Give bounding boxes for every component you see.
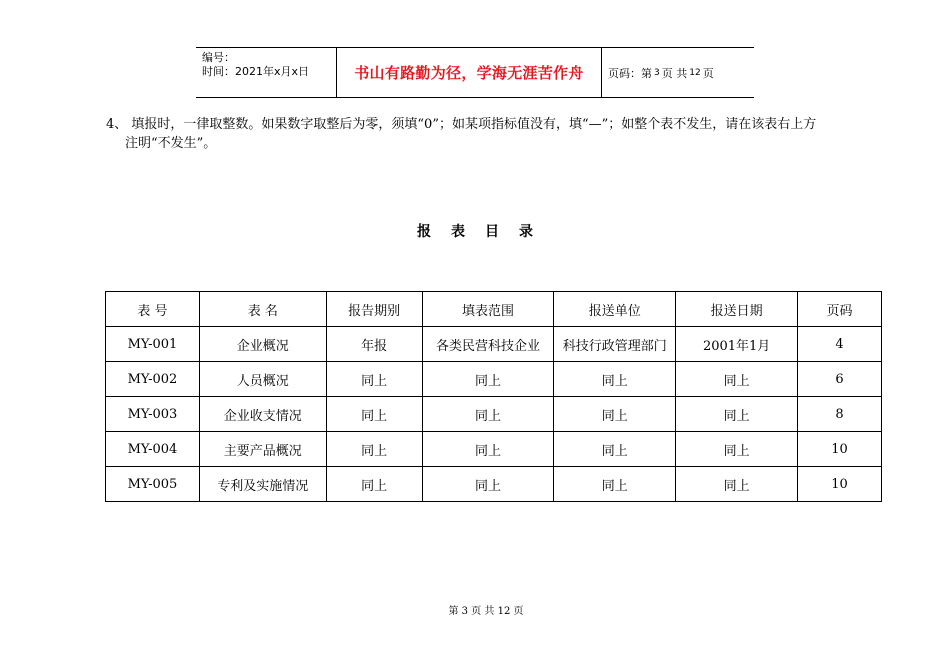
table-cell: 同上 <box>676 467 798 502</box>
table-cell: 科技行政管理部门 <box>554 327 676 362</box>
table-cell: 年报 <box>326 327 422 362</box>
table-cell: 同上 <box>676 362 798 397</box>
header-motto: 书山有路勤为径，学海无涯苦作舟 <box>337 48 602 97</box>
note-line-1: 4、 填报时，一律取整数。如果数字取整后为零，须填“0”；如某项指标值没有，填“—”；如整个表不发生，请在该表右上方 <box>106 117 817 132</box>
table-cell: 同上 <box>422 432 554 467</box>
page-header <box>196 47 754 98</box>
table-cell: MY-001 <box>106 327 200 362</box>
table-cell: 4 <box>798 327 882 362</box>
column-header: 表 名 <box>199 292 326 327</box>
table-cell: 人员概况 <box>199 362 326 397</box>
table-cell: 同上 <box>326 467 422 502</box>
table-cell: 10 <box>798 467 882 502</box>
table-cell: 同上 <box>326 362 422 397</box>
document-time-label: 时间：2021年x月x日 <box>202 65 310 78</box>
table-cell: 同上 <box>326 432 422 467</box>
table-row <box>106 397 882 432</box>
column-header: 页码 <box>798 292 882 327</box>
table-row <box>106 467 882 502</box>
table-cell: 8 <box>798 397 882 432</box>
table-cell: 同上 <box>554 467 676 502</box>
page-middle: 页 共 <box>661 66 688 80</box>
table-row <box>106 362 882 397</box>
table-cell: 同上 <box>422 362 554 397</box>
table-row <box>106 432 882 467</box>
column-header: 填表范围 <box>422 292 554 327</box>
table-cell: 同上 <box>422 397 554 432</box>
table-cell: 各类民营科技企业 <box>422 327 554 362</box>
table-cell: 专利及实施情况 <box>199 467 326 502</box>
table-cell: MY-005 <box>106 467 200 502</box>
table-cell: 2001年1月 <box>676 327 798 362</box>
table-cell: 同上 <box>676 432 798 467</box>
table-cell: 同上 <box>422 467 554 502</box>
document-number-label: 编号： <box>202 51 235 64</box>
report-catalog-table <box>105 291 882 502</box>
column-header: 报送单位 <box>554 292 676 327</box>
page-total: 12 <box>689 67 701 78</box>
table-cell: 同上 <box>326 397 422 432</box>
table-cell: 同上 <box>676 397 798 432</box>
table-cell: 同上 <box>554 432 676 467</box>
column-header: 表 号 <box>106 292 200 327</box>
table-cell: 企业概况 <box>199 327 326 362</box>
table-cell: MY-004 <box>106 432 200 467</box>
table-body <box>106 327 882 502</box>
page-footer: 第 3 页 共 12 页 <box>448 606 524 617</box>
table-header-row <box>106 292 882 327</box>
page-current: 3 <box>654 67 660 78</box>
table-cell: 6 <box>798 362 882 397</box>
instruction-note <box>106 115 886 153</box>
column-header: 报送日期 <box>676 292 798 327</box>
note-line-2: 注明“不发生”。 <box>125 136 217 151</box>
table-cell: 10 <box>798 432 882 467</box>
page-prefix: 页码：第 <box>608 66 652 80</box>
table-cell: MY-003 <box>106 397 200 432</box>
header-page-info <box>602 48 754 97</box>
table-cell: MY-002 <box>106 362 200 397</box>
header-meta <box>196 48 337 97</box>
table-cell: 企业收支情况 <box>199 397 326 432</box>
page-suffix: 页 <box>702 66 714 80</box>
table-cell: 同上 <box>554 397 676 432</box>
column-header: 报告期别 <box>326 292 422 327</box>
table-row <box>106 327 882 362</box>
table-cell: 同上 <box>554 362 676 397</box>
section-title: 报表目录 <box>417 224 553 240</box>
table-cell: 主要产品概况 <box>199 432 326 467</box>
